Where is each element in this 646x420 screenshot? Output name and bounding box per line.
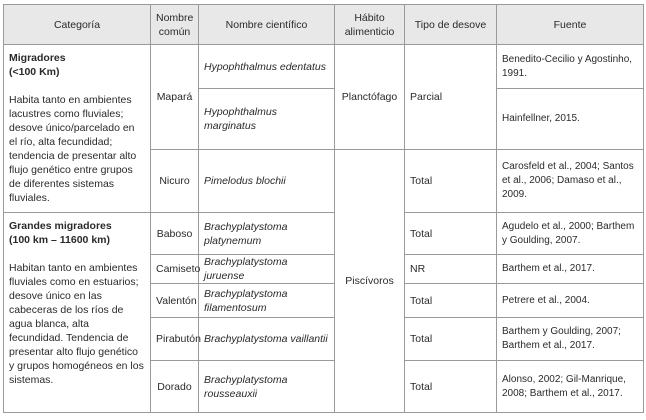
category-range: (<100 Km) [9, 66, 60, 78]
category-migradores [4, 45, 151, 213]
desove-cell: Parcial [405, 45, 497, 150]
nombre-comun-cell: Valentón [151, 284, 199, 318]
desove-cell: Total [405, 284, 497, 318]
category-title: Migradores [9, 52, 66, 64]
habito-cell: Piscívoros [335, 150, 405, 413]
desove-cell: Total [405, 213, 497, 255]
habito-cell: Planctófago [335, 45, 405, 150]
table-row [4, 213, 644, 255]
category-description: Habita tanto en ambientes lacustres como fluviales; desove único/parcelado en el río, alta fecundidad; tendencia de presentar alto flujo genético entre grupos de diferentes sistemas fluviales. [9, 94, 137, 204]
fuente-cell: Agudelo et al., 2000; Barthem y Goulding, 2007. [497, 213, 644, 255]
nombre-comun-cell: Mapará [151, 45, 199, 150]
fuente-cell: Alonso, 2002; Gil-Manrique, 2008; Barthem et al., 2017. [497, 361, 644, 413]
nombre-cientifico-cell: Pimelodus blochii [199, 150, 335, 213]
table-row [4, 45, 644, 89]
header-nombre-comun: Nombre común [151, 5, 199, 45]
category-grandes-migradores [4, 213, 151, 413]
nombre-cientifico-cell: Brachyplatystoma vaillantii [199, 318, 335, 361]
nombre-cientifico-cell: Brachyplatystoma filamentosum [199, 284, 335, 318]
fuente-cell: Petrere et al., 2004. [497, 284, 644, 318]
nombre-cientifico-cell: Brachyplatystoma juruense [199, 255, 335, 284]
desove-cell: Total [405, 150, 497, 213]
desove-cell: Total [405, 318, 497, 361]
header-desove: Tipo de desove [405, 5, 497, 45]
fuente-cell: Carosfeld et al., 2004; Santos et al., 2006; Damaso et al., 2009. [497, 150, 644, 213]
fuente-cell: Barthem y Goulding, 2007; Barthem et al., 2017. [497, 318, 644, 361]
nombre-cientifico-cell: Brachyplatystoma platynemum [199, 213, 335, 255]
nombre-cientifico-cell: Hypophthalmus marginatus [199, 89, 335, 150]
nombre-comun-cell: Baboso [151, 213, 199, 255]
desove-cell: NR [405, 255, 497, 284]
header-habito: Hábito alimenticio [335, 5, 405, 45]
nombre-comun-cell: Camiseto [151, 255, 199, 284]
category-description: Habitan tanto en ambientes fluviales como en estuarios; desove único en las cabeceras de los ríos de agua blanca, alta fecundidad. Tendencia de presentar alto flujo genético y grupos homogéneos en los sistemas. [9, 262, 144, 386]
header-row [4, 5, 644, 45]
nombre-comun-cell: Nicuro [151, 150, 199, 213]
nombre-cientifico-cell: Brachyplatystoma rousseauxii [199, 361, 335, 413]
category-range: (100 km – 11600 km) [9, 234, 110, 246]
header-categoria: Categoría [4, 5, 151, 45]
fuente-cell: Barthem et al., 2017. [497, 255, 644, 284]
header-fuente: Fuente [497, 5, 644, 45]
species-table [3, 4, 644, 413]
header-nombre-cientifico: Nombre científico [199, 5, 335, 45]
nombre-comun-cell: Dorado [151, 361, 199, 413]
desove-cell: Total [405, 361, 497, 413]
category-title: Grandes migradores [9, 220, 112, 232]
nombre-comun-cell: Pirabutón [151, 318, 199, 361]
fuente-cell: Hainfellner, 2015. [497, 89, 644, 150]
fuente-cell: Benedito-Cecilio y Agostinho, 1991. [497, 45, 644, 89]
nombre-cientifico-cell: Hypophthalmus edentatus [199, 45, 335, 89]
